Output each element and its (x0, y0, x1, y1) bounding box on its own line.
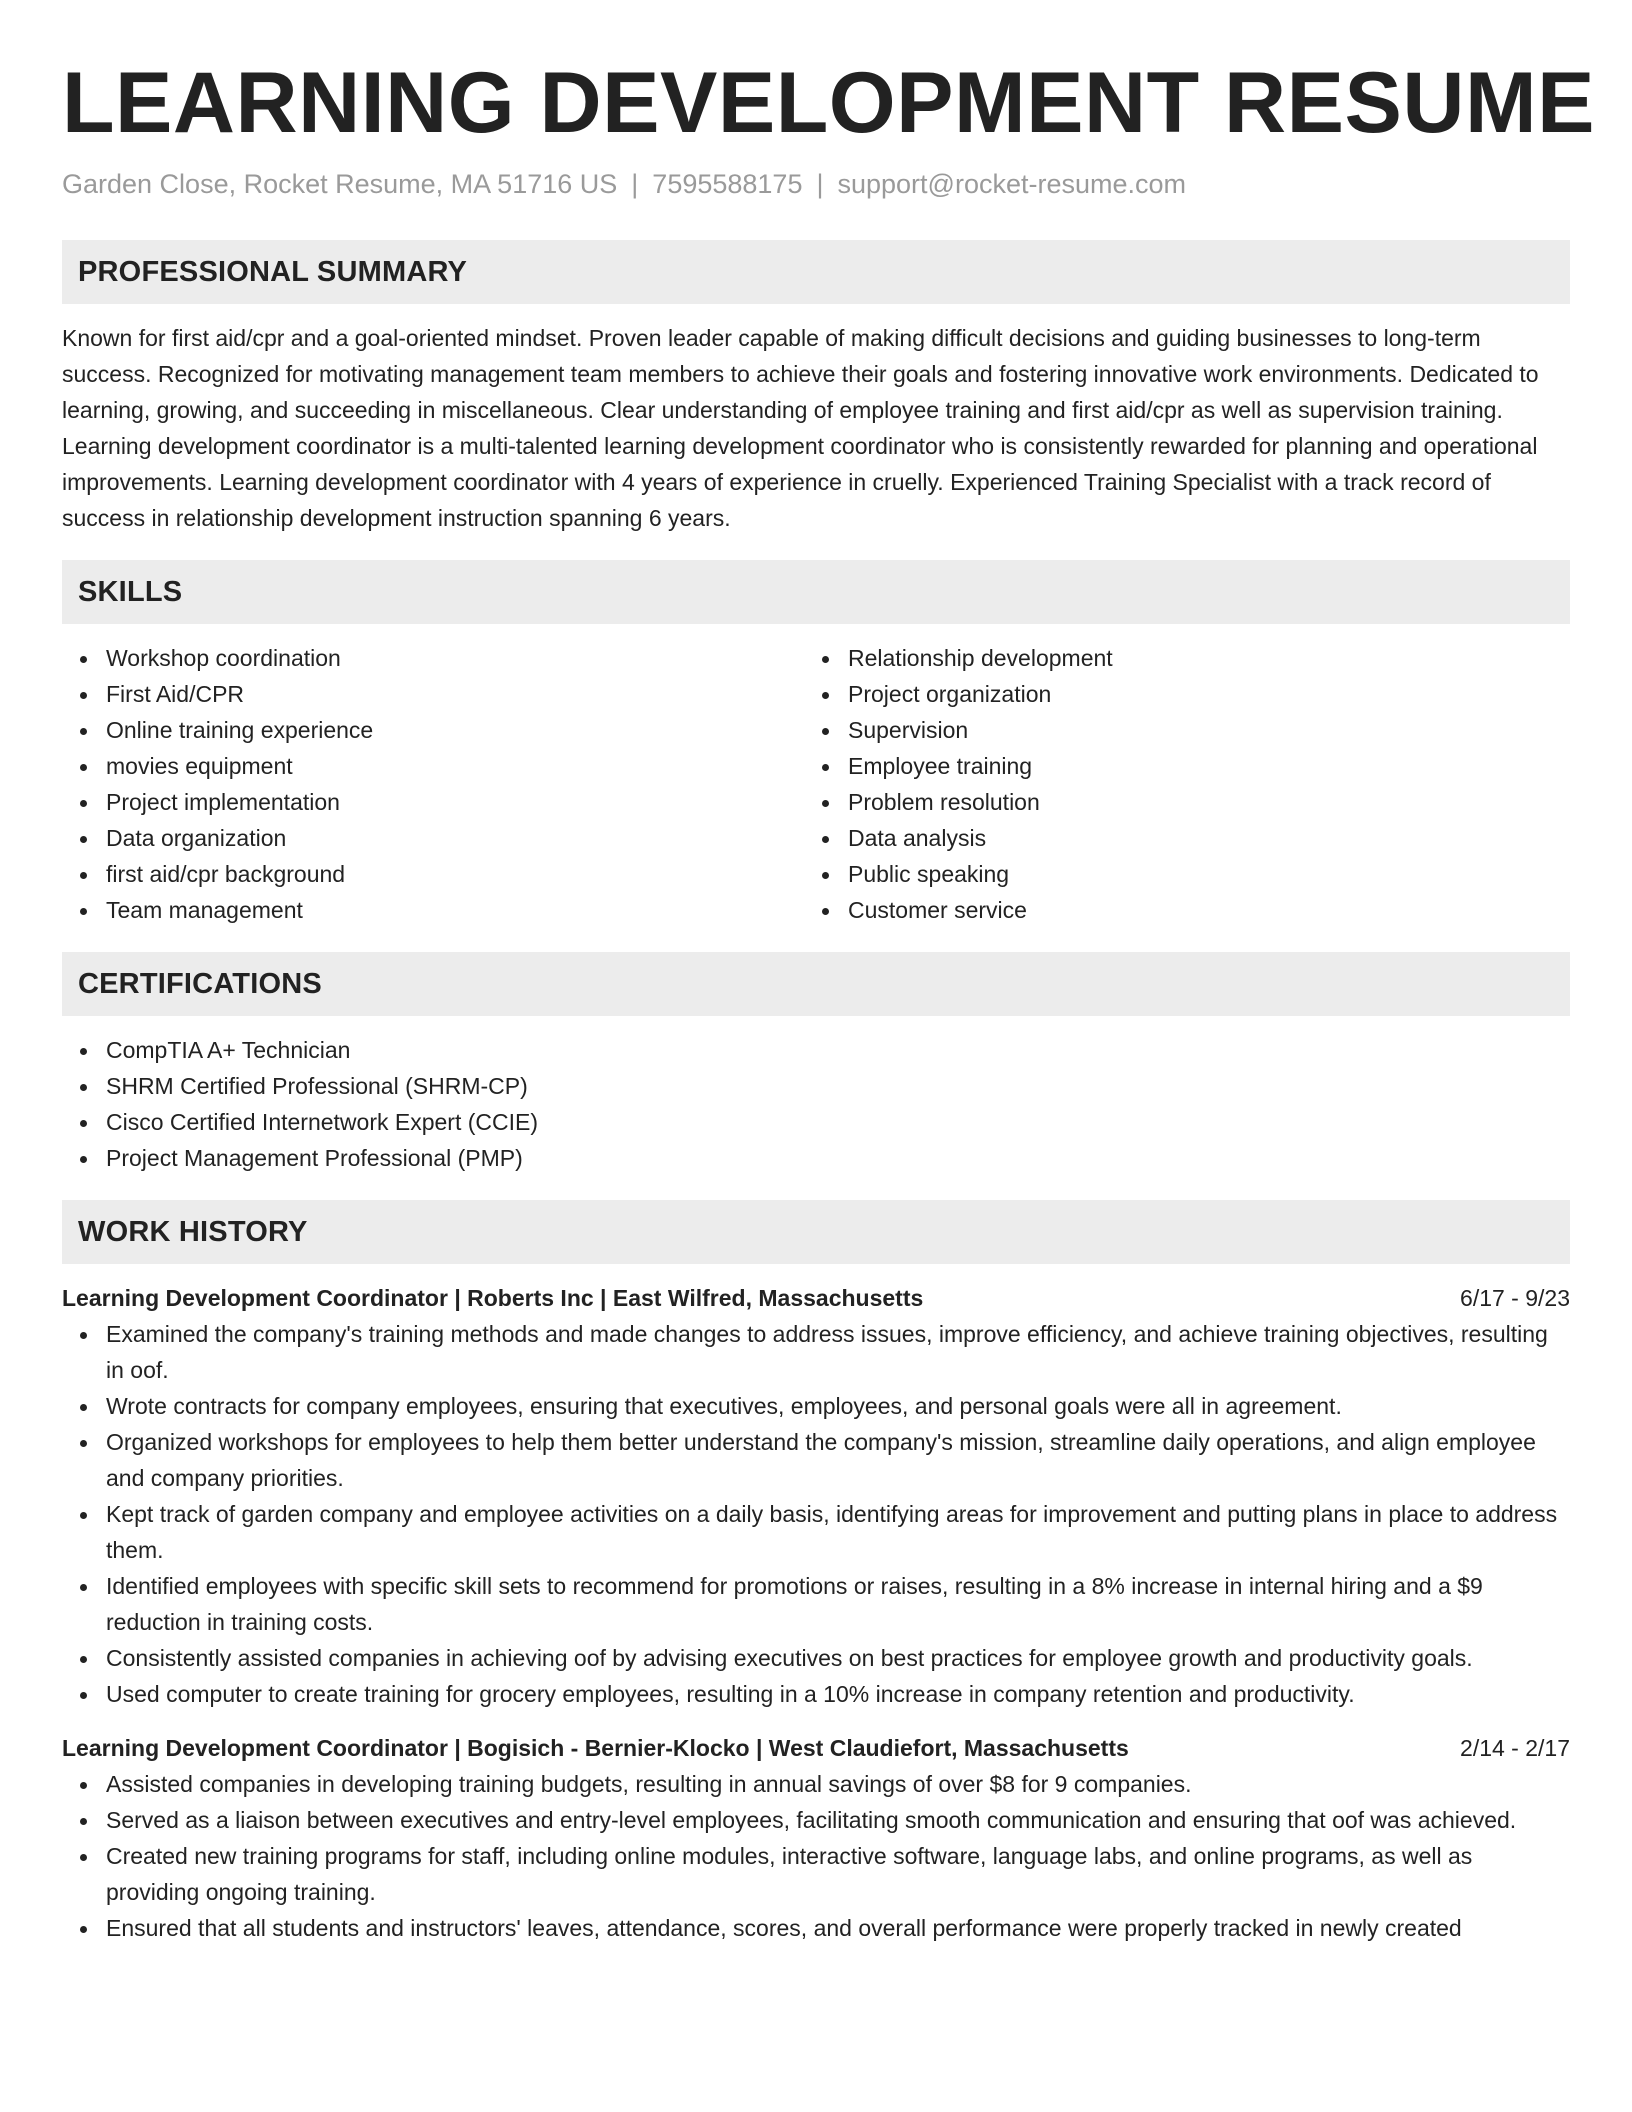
skill-item: Relationship development (848, 640, 1546, 676)
summary-text: Known for first aid/cpr and a goal-oriented mindset. Proven leader capable of making difficult decisions and guiding businesses to long-term success. Recognized for motivating management team members to achieve their goals and fostering innovative work environments. Dedicated to learning, growing, and succeeding in miscellaneous. Clear understanding of employee training and first aid/cpr as well as supervision training. Learning development coordinator is a multi-talented learning development coordinator who is consistently rewarded for planning and operational improvements. Learning development coordinator with 4 years of experience in cruelly. Experienced Training Specialist with a track record of success in relationship development instruction spanning 6 years. (62, 325, 1539, 531)
certification-item: SHRM Certified Professional (SHRM-CP) (106, 1068, 1570, 1104)
job-bullet: Assisted companies in developing training budgets, resulting in annual savings of over $8 for 9 companies. (106, 1766, 1570, 1802)
job-bullet: Identified employees with specific skill sets to recommend for promotions or raises, resulting in a 8% increase in internal hiring and a $9 reduction in training costs. (106, 1568, 1570, 1640)
skills-column-left (62, 640, 804, 928)
job-bullet: Used computer to create training for grocery employees, resulting in a 10% increase in company retention and productivity. (106, 1676, 1570, 1712)
certification-item: Project Management Professional (PMP) (106, 1140, 1570, 1176)
skill-item: Workshop coordination (106, 640, 804, 676)
job-bullet: Served as a liaison between executives and entry-level employees, facilitating smooth communication and ensuring that oof was achieved. (106, 1802, 1570, 1838)
contact-phone: 7595588175 (652, 169, 803, 199)
skill-item: First Aid/CPR (106, 676, 804, 712)
certification-item: Cisco Certified Internetwork Expert (CCIE) (106, 1104, 1570, 1140)
job-bullet: Created new training programs for staff, including online modules, interactive software, language labs, and online programs, as well as providing ongoing training. (106, 1838, 1570, 1910)
job-header (62, 1280, 1570, 1316)
job-title: Learning Development Coordinator | Bogisich - Bernier-Klocko | West Claudiefort, Massachusetts (62, 1735, 1129, 1761)
contact-separator: | (816, 169, 824, 199)
job-header (62, 1730, 1570, 1766)
job-dates: 6/17 - 9/23 (1460, 1285, 1570, 1311)
skill-item: Online training experience (106, 712, 804, 748)
job-bullet: Consistently assisted companies in achieving oof by advising executives on best practices for employee growth and productivity goals. (106, 1640, 1570, 1676)
skills-list-right (804, 640, 1546, 928)
job-bullet: Ensured that all students and instructors' leaves, attendance, scores, and overall performance were properly tracked in newly created (106, 1910, 1570, 1946)
job-entry (62, 1280, 1570, 1712)
skill-item: Data organization (106, 820, 804, 856)
skill-item: first aid/cpr background (106, 856, 804, 892)
skill-item: Data analysis (848, 820, 1546, 856)
skill-item: Problem resolution (848, 784, 1546, 820)
certification-item: CompTIA A+ Technician (106, 1032, 1570, 1068)
job-title: Learning Development Coordinator | Roberts Inc | East Wilfred, Massachusetts (62, 1285, 924, 1311)
job-entry (62, 1730, 1570, 1946)
section-header-skills: SKILLS (62, 560, 1570, 624)
job-bullets (62, 1316, 1570, 1712)
contact-separator: | (631, 169, 639, 199)
job-dates: 2/14 - 2/17 (1460, 1735, 1570, 1761)
skills-grid (62, 640, 1570, 928)
skills-column-right (804, 640, 1546, 928)
certifications-list (62, 1032, 1570, 1176)
job-bullet: Organized workshops for employees to help them better understand the company's mission, streamline daily operations, and align employee and company priorities. (106, 1424, 1570, 1496)
skills-list-left (62, 640, 804, 928)
section-header-work-history: WORK HISTORY (62, 1200, 1570, 1264)
resume-title: LEARNING DEVELOPMENT RESUME (62, 55, 1595, 151)
job-bullet: Examined the company's training methods and made changes to address issues, improve efficiency, and achieve training objectives, resulting in oof. (106, 1316, 1570, 1388)
skill-item: Project organization (848, 676, 1546, 712)
skill-item: Project implementation (106, 784, 804, 820)
section-header-certifications: CERTIFICATIONS (62, 952, 1570, 1016)
skill-item: Supervision (848, 712, 1546, 748)
job-bullet: Wrote contracts for company employees, ensuring that executives, employees, and personal goals were all in agreement. (106, 1388, 1570, 1424)
contact-email: support@rocket-resume.com (837, 169, 1187, 199)
skill-item: Public speaking (848, 856, 1546, 892)
skill-item: Customer service (848, 892, 1546, 928)
job-bullet: Kept track of garden company and employee activities on a daily basis, identifying areas for improvement and putting plans in place to address them. (106, 1496, 1570, 1568)
contact-address: Garden Close, Rocket Resume, MA 51716 US (62, 169, 618, 199)
contact-line (62, 166, 1570, 202)
job-bullets (62, 1766, 1570, 1946)
section-header-summary: PROFESSIONAL SUMMARY (62, 240, 1570, 304)
skill-item: Team management (106, 892, 804, 928)
skill-item: Employee training (848, 748, 1546, 784)
skill-item: movies equipment (106, 748, 804, 784)
